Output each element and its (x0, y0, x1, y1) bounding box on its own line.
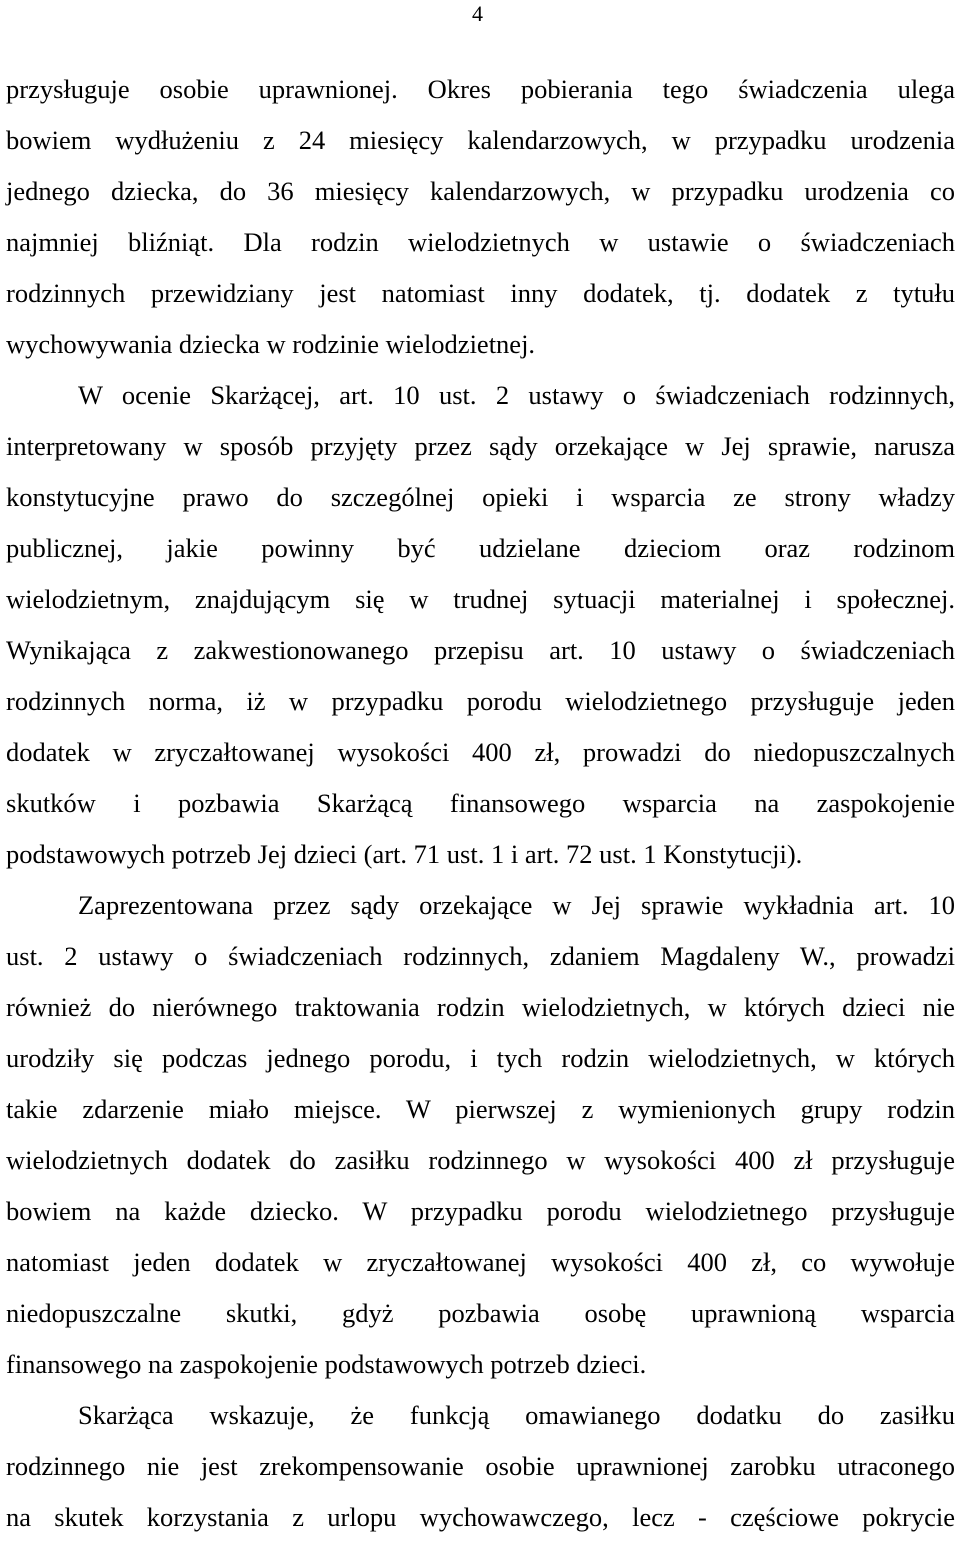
text-line: natomiast jeden dodatek w zryczałtowanej wysokości 400 zł, co wywołuje (6, 1247, 955, 1277)
text-line: również do nierównego traktowania rodzin wielodzietnych, w których dzieci nie (6, 992, 955, 1022)
text-line: finansowego na zaspokojenie podstawowych potrzeb dzieci. (6, 1349, 647, 1379)
text-line: bowiem na każde dziecko. W przypadku porodu wielodzietnego przysługuje (6, 1196, 955, 1226)
text-line: Wynikająca z zakwestionowanego przepisu art. 10 ustawy o świadczeniach (6, 635, 955, 665)
text-line: skutków i pozbawia Skarżącą finansowego wsparcia na zaspokojenie (6, 788, 955, 818)
text-line: na skutek korzystania z urlopu wychowawczego, lecz - częściowe pokrycie (6, 1502, 955, 1532)
text-line: wielodzietnych dodatek do zasiłku rodzinnego w wysokości 400 zł przysługuje (6, 1145, 955, 1175)
text-line: Skarżąca wskazuje, że funkcją omawianego dodatku do zasiłku (78, 1400, 955, 1430)
text-line: wielodzietnym, znajdującym się w trudnej sytuacji materialnej i społecznej. (6, 584, 955, 614)
text-line: W ocenie Skarżącej, art. 10 ust. 2 ustawy o świadczeniach rodzinnych, (78, 380, 955, 410)
text-line: rodzinnych norma, iż w przypadku porodu wielodzietnego przysługuje jeden (6, 686, 955, 716)
text-line: publicznej, jakie powinny być udzielane dzieciom oraz rodzinom (6, 533, 955, 563)
text-line: dodatek w zryczałtowanej wysokości 400 zł, prowadzi do niedopuszczalnych (6, 737, 955, 767)
text-line: urodziły się podczas jednego porodu, i tych rodzin wielodzietnych, w których (6, 1043, 955, 1073)
text-line: przysługuje osobie uprawnionej. Okres pobierania tego świadczenia ulega (6, 74, 955, 104)
text-line: rodzinnego nie jest zrekompensowanie osobie uprawnionej zarobku utraconego (6, 1451, 955, 1481)
text-line: rodzinnych przewidziany jest natomiast inny dodatek, tj. dodatek z tytułu (6, 278, 955, 308)
text-line: Zaprezentowana przez sądy orzekające w Jej sprawie wykładnia art. 10 (78, 890, 955, 920)
body-text (6, 64, 955, 1543)
text-line: takie zdarzenie miało miejsce. W pierwszej z wymienionych grupy rodzin (6, 1094, 955, 1124)
text-line: interpretowany w sposób przyjęty przez sądy orzekające w Jej sprawie, narusza (6, 431, 955, 461)
text-line: konstytucyjne prawo do szczególnej opieki i wsparcia ze strony władzy (6, 482, 955, 512)
text-line: ust. 2 ustawy o świadczeniach rodzinnych, zdaniem Magdaleny W., prowadzi (6, 941, 955, 971)
text-line: niedopuszczalne skutki, gdyż pozbawia osobę uprawnioną wsparcia (6, 1298, 955, 1328)
page-number: 4 (472, 1, 483, 26)
text-line: podstawowych potrzeb Jej dzieci (art. 71 ust. 1 i art. 72 ust. 1 Konstytucji). (6, 839, 803, 869)
text-line: wychowywania dziecka w rodzinie wielodzietnej. (6, 329, 536, 359)
text-line: najmniej bliźniąt. Dla rodzin wielodzietnych w ustawie o świadczeniach (6, 227, 955, 257)
text-line: bowiem wydłużeniu z 24 miesięcy kalendarzowych, w przypadku urodzenia (6, 125, 955, 155)
text-line: jednego dziecka, do 36 miesięcy kalendarzowych, w przypadku urodzenia co (6, 176, 955, 206)
